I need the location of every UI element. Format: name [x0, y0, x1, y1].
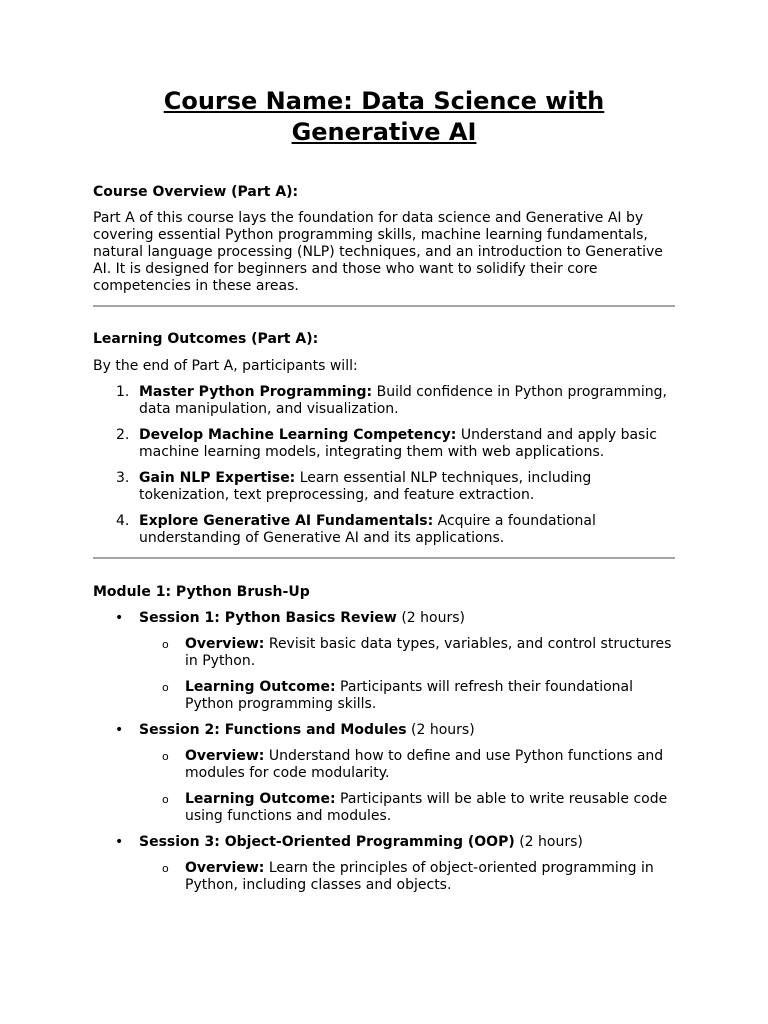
session-detail-item [139, 636, 675, 670]
section-divider [93, 557, 675, 559]
session-item [93, 610, 675, 713]
module-1-heading: Module 1: Python Brush-Up [93, 584, 310, 600]
detail-label: Overview: [185, 860, 265, 876]
bullet-icon: • [115, 610, 124, 626]
document-title-line-2: Generative AI [291, 118, 477, 146]
list-item-text: Understand and apply basic machine learning models, integrating them with web applications. [139, 427, 657, 460]
learning-outcomes-heading: Learning Outcomes (Part A): [93, 331, 319, 347]
session-detail-item [139, 860, 675, 894]
bullet-icon: • [115, 834, 124, 850]
circle-bullet-icon: o [162, 750, 169, 763]
session-duration: (2 hours) [406, 722, 475, 738]
circle-bullet-icon: o [162, 681, 169, 694]
session-title: Session 1: Python Basics Review [139, 610, 397, 626]
circle-bullet-icon: o [162, 862, 169, 875]
list-item [93, 513, 675, 547]
detail-text: Learn the principles of object-oriented programming in Python, including classes and objects. [185, 860, 654, 893]
session-title: Session 3: Object-Oriented Programming (OOP) [139, 834, 515, 850]
detail-text: Participants will refresh their foundational Python programming skills. [185, 679, 634, 712]
session-details [139, 748, 675, 825]
document-title-line-1: Course Name: Data Science with [163, 87, 605, 115]
circle-bullet-icon: o [162, 793, 169, 806]
list-item-number: 3. [116, 470, 130, 486]
session-duration: (2 hours) [396, 610, 465, 626]
bullet-icon: • [115, 722, 124, 738]
session-details [139, 860, 675, 894]
detail-text: Revisit basic data types, variables, and control structures in Python. [185, 636, 672, 669]
document-title [93, 86, 675, 148]
list-item-text: Learn essential NLP techniques, including tokenization, text preprocessing, and feature extraction. [139, 470, 592, 503]
session-detail-item [139, 679, 675, 713]
section-divider [93, 305, 675, 307]
session-duration: (2 hours) [514, 834, 583, 850]
session-item [93, 722, 675, 825]
detail-label: Overview: [185, 748, 265, 764]
learning-outcomes-intro: By the end of Part A, participants will: [93, 358, 358, 374]
detail-text: Participants will be able to write reusable code using functions and modules. [185, 791, 668, 824]
module-1-section [93, 584, 675, 903]
list-item-number: 4. [116, 513, 130, 529]
list-item-text: Acquire a foundational understanding of Generative AI and its applications. [139, 513, 596, 546]
list-item [93, 384, 675, 418]
detail-label: Overview: [185, 636, 265, 652]
list-item-label: Master Python Programming: [139, 384, 373, 400]
course-overview-section [93, 184, 675, 295]
session-item [93, 834, 675, 894]
list-item-number: 2. [116, 427, 130, 443]
list-item-text: Build confidence in Python programming, data manipulation, and visualization. [139, 384, 667, 417]
session-list [93, 610, 675, 894]
session-title: Session 2: Functions and Modules [139, 722, 407, 738]
list-item-number: 1. [116, 384, 130, 400]
course-overview-heading: Course Overview (Part A): [93, 184, 299, 200]
detail-label: Learning Outcome: [185, 791, 336, 807]
learning-outcomes-section [93, 331, 675, 556]
learning-outcomes-list [93, 384, 675, 547]
list-item-label: Explore Generative AI Fundamentals: [139, 513, 434, 529]
session-details [139, 636, 675, 713]
list-item [93, 470, 675, 504]
session-detail-item [139, 748, 675, 782]
list-item [93, 427, 675, 461]
detail-text: Understand how to define and use Python functions and modules for code modularity. [185, 748, 664, 781]
course-overview-text: Part A of this course lays the foundation for data science and Generative AI by covering essential Python programming skills, machine learning fundamentals, natural language processing (NLP) techniques, and an introduction to Generative AI. It is designed for beginners and those who want to solidify their core competencies in these areas. [93, 210, 663, 294]
list-item-label: Develop Machine Learning Competency: [139, 427, 457, 443]
list-item-label: Gain NLP Expertise: [139, 470, 296, 486]
session-detail-item [139, 791, 675, 825]
detail-label: Learning Outcome: [185, 679, 336, 695]
circle-bullet-icon: o [162, 638, 169, 651]
